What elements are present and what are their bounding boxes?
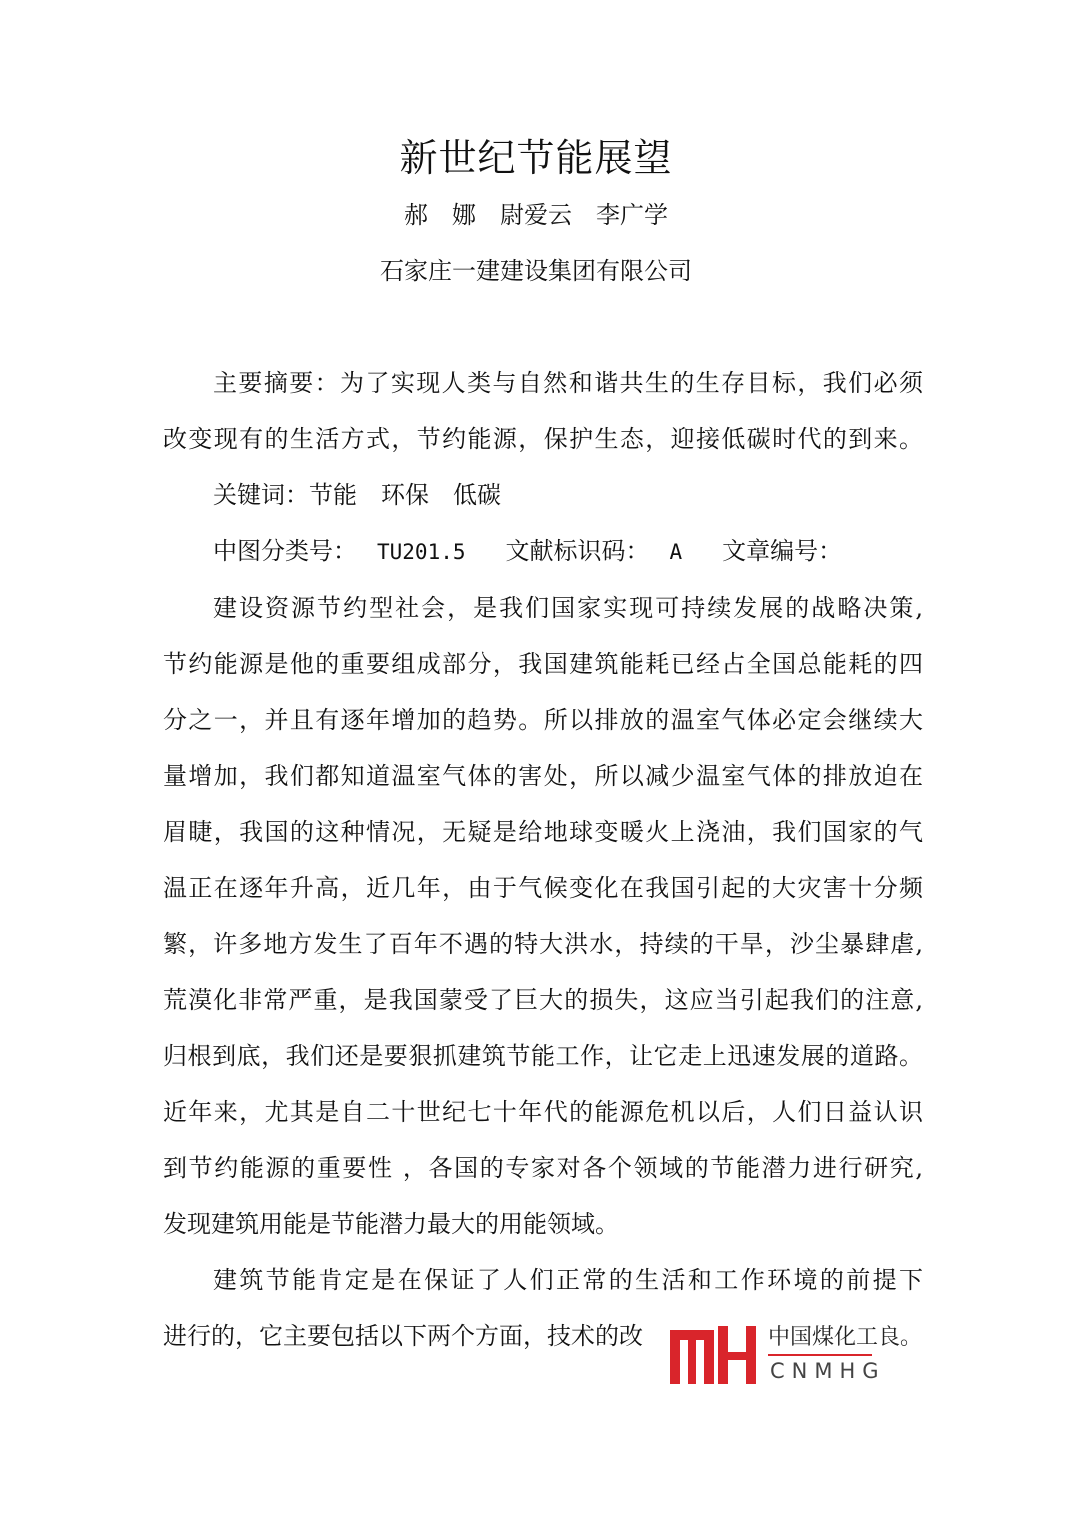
watermark-logo [668,1322,923,1388]
body-line: 节约能源是他的重要组成部分，我国建筑能耗已经占全国总能耗的四 [163,650,923,678]
body-line: 到节约能源的重要性 ，各国的专家对各个领域的节能潜力进行研究, [163,1154,923,1182]
body-line: 眉睫，我国的这种情况，无疑是给地球变暖火上浇油，我们国家的气 [163,818,923,846]
classification-line [163,533,923,570]
doc-code: A [669,540,683,564]
body-line: 温正在逐年升高，近几年，由于气候变化在我国引起的大灾害十分频 [163,874,923,902]
clc-code: TU201.5 [377,540,466,564]
text-tail: 良。 [878,1325,923,1350]
body-line: 进行的，它主要包括以下两个方面，技术的改 [163,1322,643,1350]
affiliation: 石家庄一建建设集团有限公司 [380,257,692,285]
article-number-label: 文章编号： [722,537,843,565]
clc-label: 中图分类号： [213,537,357,565]
keywords-line: 关键词：节能 环保 低碳 [213,481,501,509]
watermark-rule [768,1354,872,1356]
author-list: 郝 娜 尉爱云 李广学 [404,201,668,229]
watermark-name-cn: 中国煤化工良。 [768,1325,923,1350]
watermark-name-en: CNMHG [770,1359,886,1383]
body-line: 荒漠化非常严重，是我国蒙受了巨大的损失，这应当引起我们的注意, [163,986,923,1014]
body-line: 归根到底，我们还是要狠抓建筑节能工作，让它走上迅速发展的道路。 [163,1042,923,1070]
body-line: 分之一，并且有逐年增加的趋势。所以排放的温室气体必定会继续大 [163,706,923,734]
cnmhg-logo-icon [668,1322,764,1388]
body-line: 繁，许多地方发生了百年不遇的特大洪水，持续的干旱，沙尘暴肆虐, [163,930,923,958]
paper-title: 新世纪节能展望 [399,136,673,180]
body-line: 发现建筑用能是节能潜力最大的用能领域。 [163,1210,619,1238]
body-line: 近年来，尤其是自二十世纪七十年代的能源危机以后，人们日益认识 [163,1098,923,1126]
abstract-line-2: 改变现有的生活方式，节约能源，保护生态，迎接低碳时代的到来。 [163,425,923,453]
body-line: 量增加，我们都知道温室气体的害处，所以减少温室气体的排放迫在 [163,762,923,790]
body-line: 建设资源节约型社会，是我们国家实现可持续发展的战略决策, [213,594,923,622]
body-line: 建筑节能肯定是在保证了人们正常的生活和工作环境的前提下 [213,1266,923,1294]
abstract-line-1: 主要摘要：为了实现人类与自然和谐共生的生存目标，我们必须 [213,369,923,397]
doc-code-label: 文献标识码： [505,537,650,565]
